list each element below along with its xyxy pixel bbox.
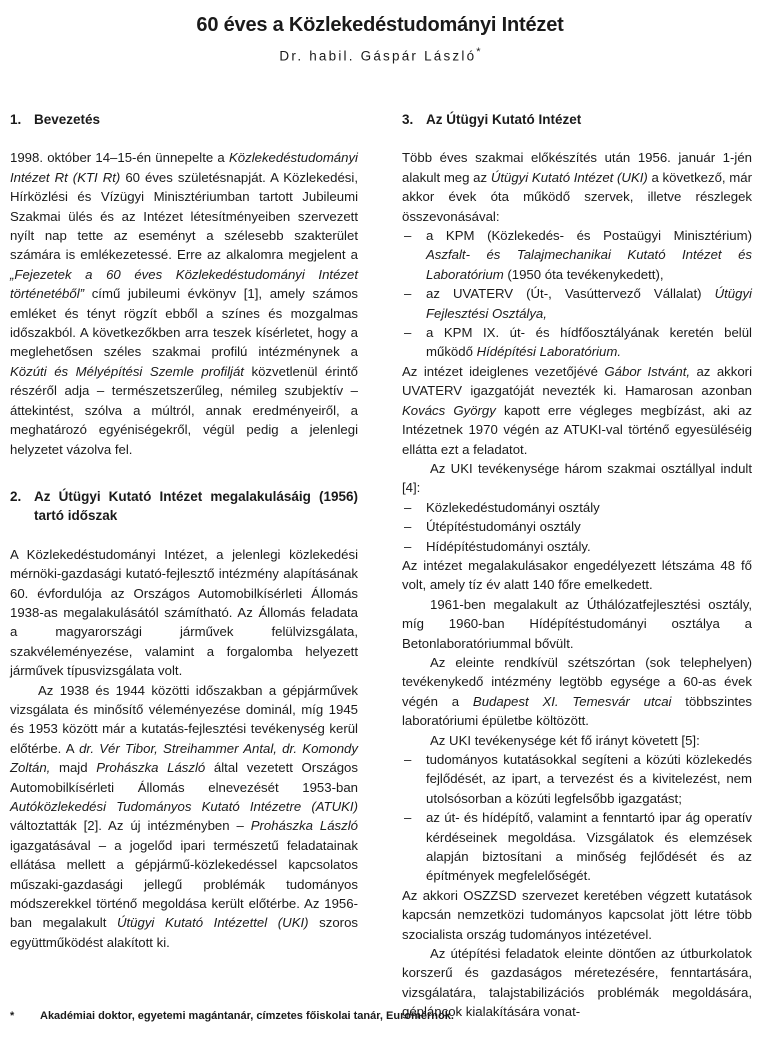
paragraph: Az intézet megalakulásakor engedélyezett létszáma 48 fő volt, amely tíz év alatt 140 főre emelkedett. <box>402 557 752 593</box>
paragraph: Az 1938 és 1944 közötti időszakban a gépjárművek vizsgálata és minősítő véleményezése dominál, míg 1945 és 1953 között már a kutatás-fejlesztési tevékenység kerül előtérbe. A dr. Vér Tibor, Streihammer Antal, dr. Komondy Zoltán, majd Prohászka László által vezetett Országos Automobilkísérleti Állomás elnevezését 1953-ban Autóközlekedési Tudományos Kutató Intézetre (ATUKI) változtatták [2]. Az új intézményben – Prohászka László igazgatásával – a jogelőd ipari természetű feladatainak ellátása mellett a gépjármű-közlekedéssel kapcsolatos műszaki-gazdasági jellegű problémák tudományos módszerekkel történő megoldása került előtérbe. Az 1956-ban megalakult Útügyi Kutató Intézettel (UKI) szoros együttműködést alakított ki. <box>10 682 359 950</box>
section-number: 2. <box>10 488 22 504</box>
right-column <box>402 110 752 1022</box>
departments-list <box>402 498 752 556</box>
paragraph: A Közlekedéstudományi Intézet, a jelenlegi közlekedési mérnöki-gazdasági kutató-fejlesztő intézmény alapításának 60. évfordulója az Országos Automobilkísérleti Állomás 1938-as megalakulásától számítható. Az Állomás feladata a magyarországi járművek felülvizsgálata, szakvéleményezése, valamint a forgalomba helyezett járművek típusvizsgálata volt. <box>10 546 358 679</box>
list-item: – a KPM IX. út- és hídfőosztályának keretén belül működő Hídépítési Laboratórium. <box>402 323 752 362</box>
paragraph: Az UKI tevékenysége három szakmai osztállyal indult [4]: <box>402 460 752 496</box>
list-item: – az út- és hídépítő, valamint a fenntartó ipar ág operatív kérdéseinek megoldása. Vizsgálatok és elemzések alapján biztosítani a minőség fejlődését és az építmények megfelelőségét. <box>402 808 752 886</box>
section-title: Az Útügyi Kutató Intézet megalakulásáig (1956) tartó időszak <box>34 488 358 524</box>
footnote-text: Akadémiai doktor, egyetemi magántanár, címzetes főiskolai tanár, Euromérnök. <box>40 1010 454 1022</box>
section-1-heading <box>10 110 358 129</box>
paragraph: 1961-ben megalakult az Úthálózatfejlesztési osztály, míg 1960-ban Hídépítéstudományi osztálya a Betonlaboratóriummal bővült. <box>402 596 752 651</box>
section-title: Az Útügyi Kutató Intézet <box>426 112 582 127</box>
list-item: – az UVATERV (Út-, Vasúttervező Vállalat) Útügyi Fejlesztési Osztálya, <box>402 284 752 323</box>
paragraph: Több éves szakmai előkészítés után 1956. január 1-jén alakult meg az Útügyi Kutató Intézet (UKI) a következő, már akkor évek óta működő szervek, illetve részlegek összevonásával: <box>402 150 753 224</box>
paragraph: Az UKI tevékenysége két fő irányt követett [5]: <box>430 732 700 748</box>
paragraph: Az útépítési feladatok eleinte döntően az útburkolatok korszerű és gazdaságos méretezésére, fenntartására, vizsgálatára, talajstabilizációs problémák megoldására, gépláncok kialakítására vonat- <box>402 946 752 1020</box>
section-3-heading <box>402 110 752 129</box>
page-title: 60 éves a Közlekedéstudományi Intézet <box>196 14 564 36</box>
left-column <box>10 110 358 952</box>
merged-units-list <box>402 226 752 362</box>
list-item: – Hídépítéstudományi osztály. <box>402 537 752 556</box>
footnote <box>10 1010 454 1022</box>
paragraph: Az intézet ideiglenes vezetőjévé Gábor Istvánt, az akkori UVATERV igazgatóját nevezték ki. Hamarosan azonban Kovács György kapott erre végleges megbízást, aki az Intézetnek 1970 végén az ATUKI-val történő egyesüléséig ellátta ezt a feladatot. <box>402 363 753 457</box>
paragraph: Az eleinte rendkívül szétszórtan (sok telephelyen) tevékenykedő intézmény legtöbb egysége a 60-as évek végén a Budapest XI. Temesvár utcai többszintes laboratóriumi épületbe költözött. <box>402 654 753 729</box>
section-number: 3. <box>402 112 414 127</box>
footnote-mark: * <box>10 1010 15 1022</box>
author-footnote-mark: * <box>476 46 481 58</box>
paragraph: Az akkori OSZZSD szervezet keretében végzett kutatások kapcsán nemzetközi tudományos kapcsolat jött létre több szocialista ország tudományos intézetével. <box>402 887 752 942</box>
author-name: Dr. habil. Gáspár László <box>279 48 477 64</box>
list-item: – Közlekedéstudományi osztály <box>402 498 752 517</box>
paragraph: 1998. október 14–15-én ünnepelte a Közlekedéstudományi Intézet Rt (KTI Rt) 60 éves születésnapját. A Közlekedési, Hírközlési és Vízügyi Minisztériumban tartott Jubileumi Szakmai ülés és az Intézet létesítményeiben szervezett nyílt nap tette az eseményt a szélesebb szakterület számára is emlékezetessé. Erre az alkalomra megjelent a „Fejezetek a 60 éves Közlekedéstudományi Intézet történetéből” című jubileumi évkönyv [1], amely számos emléket és tényt rögzít ebből a színes és mozgalmas időszakból. A következőkben arra teszek kísérletet, hogy a meglehetősen széles szakmai profilú intézménynek a Közúti és Mélyépítési Szemle profilját közvetlenül érintő részéről adja – természetszerűleg, némileg szubjektív – áttekintést, szólva a múltról, annak eredményeiről, a meghatározó egyéniségekről, végül pedig a jelenlegi helyzetet vázolva fel. <box>10 150 359 457</box>
section-2-heading <box>10 487 358 526</box>
section-number: 1. <box>10 112 22 127</box>
list-item: – a KPM (Közlekedés- és Postaügyi Minisztérium) Aszfalt- és Talajmechanikai Kutató Intézet és Laboratórium (1950 óta tevékenykedett), <box>402 226 752 284</box>
list-item: – tudományos kutatásokkal segíteni a közúti közlekedés fejlődését, az ipart, a tervezést és a kivitelezést, nem utolsósorban a közúti legfelsőbb igazgatást; <box>402 750 752 808</box>
section-title: Bevezetés <box>34 112 101 127</box>
activity-directions-list <box>402 750 752 886</box>
author-line <box>0 46 760 64</box>
list-item: – Útépítéstudományi osztály <box>402 517 752 536</box>
